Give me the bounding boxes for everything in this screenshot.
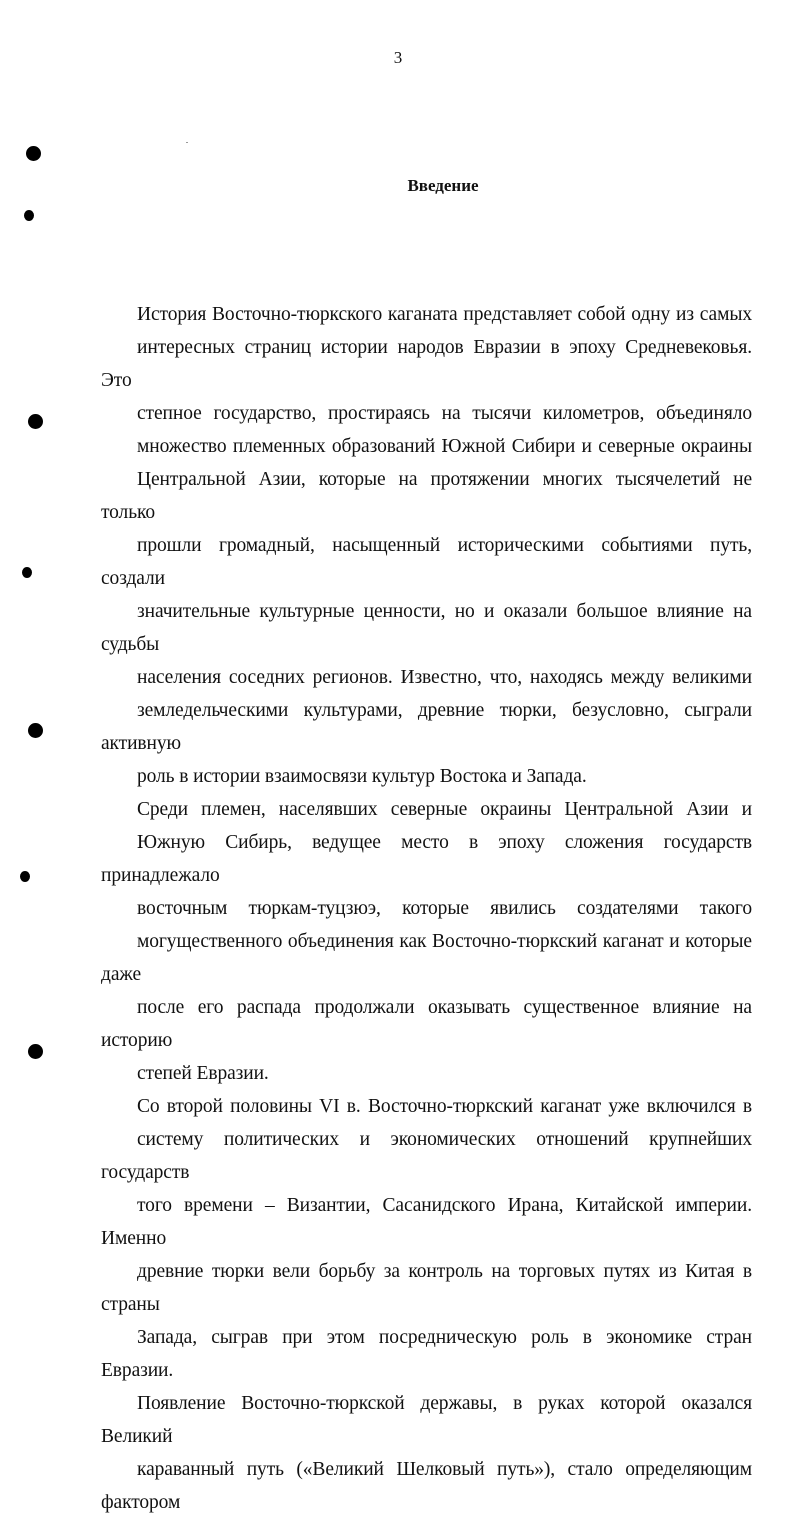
text-line: древние тюрки вели борьбу за контроль на торговых путях из Китая в страны xyxy=(101,1261,752,1315)
text-line: после его распада продолжали оказывать существенное влияние на историю xyxy=(101,997,752,1051)
binder-hole-mark xyxy=(28,1044,43,1059)
text-line: Запада, сыграв при этом посредническую роль в экономике стран Евразии. xyxy=(101,1327,752,1381)
binder-hole-mark xyxy=(26,146,41,161)
text-line: Южную Сибирь, ведущее место в эпоху сложения государств принадлежало xyxy=(101,832,752,886)
document-body xyxy=(101,298,752,1519)
text-line: могущественного объединения как Восточно-тюркский каганат и которые даже xyxy=(101,931,752,985)
text-line: земледельческими культурами, древние тюрки, безусловно, сыграли активную xyxy=(101,700,752,754)
text-line: прошли громадный, насыщенный историческими событиями путь, создали xyxy=(101,535,752,589)
text-line: множество племенных образований Южной Сибири и северные окраины xyxy=(137,436,752,457)
paragraph-1 xyxy=(101,298,752,793)
text-line: интересных страниц истории народов Евразии в эпоху Средневековья. Это xyxy=(101,337,752,391)
text-line: восточным тюркам-туцзюэ, которые явились создателями такого xyxy=(137,898,752,919)
text-line: Со второй половины VI в. Восточно-тюркский каганат уже включился в xyxy=(137,1096,752,1117)
text-line: Появление Восточно-тюркской державы, в руках которой оказался Великий xyxy=(101,1393,752,1447)
binder-hole-mark xyxy=(28,723,43,738)
text-line: караванный путь («Великий Шелковый путь»), стало определяющим фактором xyxy=(101,1459,752,1513)
scan-speck xyxy=(186,142,188,143)
paragraph-3 xyxy=(101,1090,752,1519)
binder-hole-mark xyxy=(24,210,34,221)
text-line: степное государство, простираясь на тысячи километров, объединяло xyxy=(137,403,752,424)
text-line: систему политических и экономических отношений крупнейших государств xyxy=(101,1129,752,1183)
text-line: Среди племен, населявших северные окраины Центральной Азии и xyxy=(137,799,752,820)
page-title: Введение xyxy=(407,176,479,195)
binder-hole-mark xyxy=(28,414,43,429)
text-line: роль в истории взаимосвязи культур Востока и Запада. xyxy=(137,766,587,787)
page-number: 3 xyxy=(393,48,403,67)
binder-hole-mark xyxy=(20,871,30,882)
text-line: История Восточно-тюркского каганата представляет собой одну из самых xyxy=(137,304,752,325)
text-line: значительные культурные ценности, но и оказали большое влияние на судьбы xyxy=(101,601,752,655)
text-line: Центральной Азии, которые на протяжении многих тысячелетий не только xyxy=(101,469,752,523)
paragraph-2 xyxy=(101,793,752,1090)
text-line: степей Евразии. xyxy=(137,1063,269,1084)
text-line: того времени – Византии, Сасанидского Ирана, Китайской империи. Именно xyxy=(101,1195,752,1249)
binder-hole-mark xyxy=(22,567,32,578)
text-line: населения соседних регионов. Известно, что, находясь между великими xyxy=(137,667,752,688)
